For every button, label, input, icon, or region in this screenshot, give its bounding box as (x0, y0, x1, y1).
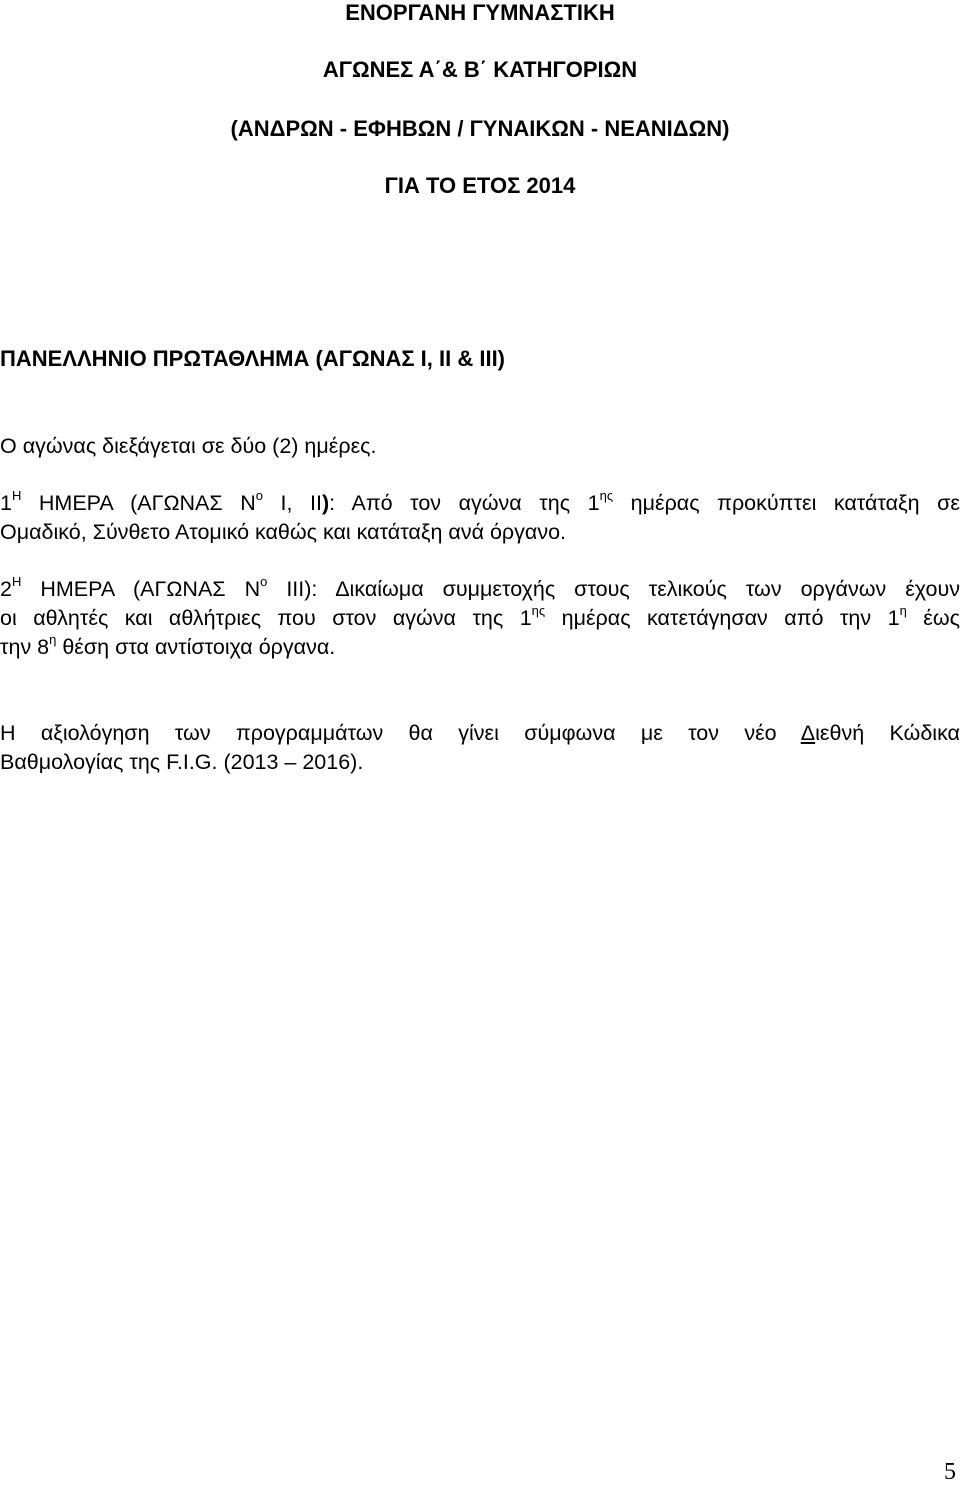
evaluation-line1-underlined: Δ (800, 721, 816, 745)
day1-sup-h: Η (11, 487, 22, 503)
day1-number: 1 (0, 491, 12, 515)
day2-label-b: ΙΙΙ): Δικαίωμα συμμετοχής στους τελικούς των οργάνων έχουν (267, 577, 960, 601)
section-title: ΠΑΝΕΛΛΗΝΙΟ ΠΡΩΤΑΘΛΗΜΑ (ΑΓΩΝΑΣ Ι, ΙΙ & ΙΙΙ) (0, 346, 506, 371)
evaluation-line1-b: ιεθνή Κώδικα (815, 721, 960, 745)
day2-sup-o: ο (260, 573, 268, 589)
page-number: 5 (944, 1459, 956, 1485)
day2-line2 (0, 602, 960, 631)
day2-line2-c: έως (906, 606, 960, 630)
day1-label-a: ΗΜΕΡΑ (ΑΓΩΝΑΣ Ν (21, 491, 256, 515)
document-title: ΕΝΟΡΓΑΝΗ ΓΥΜΝΑΣΤΙΚΗ (345, 0, 615, 25)
document-year: ΓΙΑ ΤΟ ΕΤΟΣ 2014 (384, 173, 576, 198)
evaluation-line1 (0, 720, 960, 746)
day1-line2: Ομαδικό, Σύνθετο Ατομικό καθώς και κατάταξη ανά όργανο. (0, 520, 567, 544)
day2-label-a: ΗΜΕΡΑ (ΑΓΩΝΑΣ Ν (21, 577, 261, 601)
day1-text-b: ημέρας προκύπτει κατάταξη σε (613, 491, 960, 515)
evaluation-line2: Βαθμολογίας της F.I.G. (2013 – 2016). (0, 750, 364, 774)
day2-line3-a: την 8 (0, 635, 50, 659)
day2-line1 (0, 573, 960, 602)
intro-paragraph: Ο αγώνας διεξάγεται σε δύο (2) ημέρες. (0, 434, 377, 458)
day2-number: 2 (0, 577, 12, 601)
evaluation-line1-a: Η αξιολόγηση των προγραμμάτων θα γίνει σύμφωνα με τον νέο (0, 721, 801, 745)
day2-line2-a: οι αθλητές και αθλήτριες που στον αγώνα της 1 (0, 606, 532, 630)
day2-sup-h: Η (11, 573, 22, 589)
document-subtitle: ΑΓΩΝΕΣ Α΄& Β΄ ΚΑΤΗΓΟΡΙΩΝ (322, 57, 638, 82)
day1-sup-o: ο (255, 487, 263, 503)
day2-line2-b: ημέρας κατετάγησαν από την 1 (545, 606, 900, 630)
day1-label-b: Ι, ΙΙ (263, 491, 322, 515)
day2-line2-sup-ns: ης (531, 602, 546, 618)
day1-line1 (0, 487, 960, 516)
day1-label-c: ) (321, 491, 330, 515)
day1-sup-ns: ης (599, 487, 614, 503)
day1-text-a: : Από τον αγώνα της 1 (329, 491, 600, 515)
document-categories: (ΑΝΔΡΩΝ - ΕΦΗΒΩΝ / ΓΥΝΑΙΚΩΝ - ΝΕΑΝΙΔΩΝ) (230, 116, 730, 141)
day2-line2-sup-h: η (899, 602, 907, 618)
day2-line3-b: θέση στα αντίστοιχα όργανα. (56, 635, 336, 659)
day2-line3-sup-h: η (49, 631, 57, 647)
day2-line3 (0, 631, 960, 660)
